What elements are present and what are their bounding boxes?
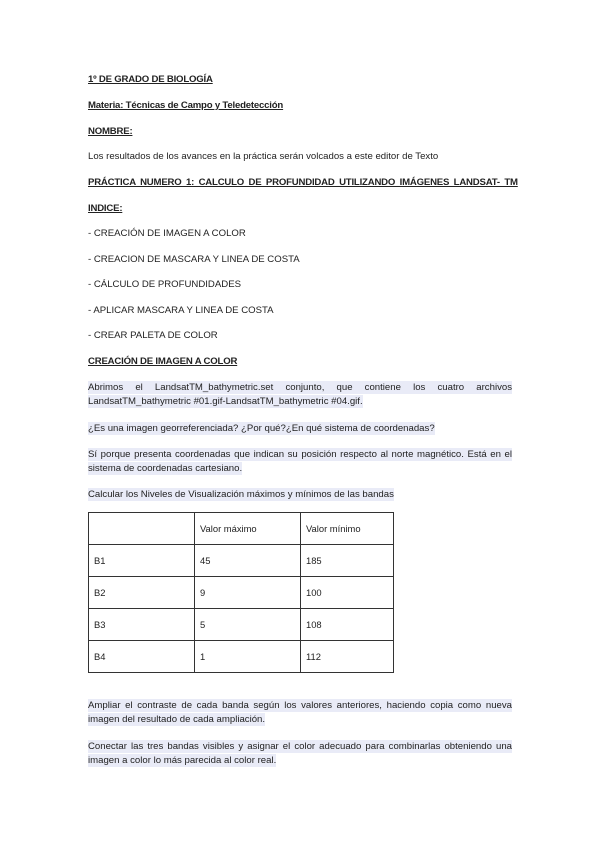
index-item: - CREACION DE MASCARA Y LINEA DE COSTA: [88, 254, 300, 265]
table-row: [89, 545, 394, 577]
index-item: - APLICAR MASCARA Y LINEA DE COSTA: [88, 305, 274, 316]
contrast-paragraph: [88, 699, 512, 727]
question-text: ¿Es una imagen georreferenciada? ¿Por qué?¿En qué sistema de coordenadas?: [88, 423, 435, 434]
answer-paragraph: [88, 448, 512, 476]
intro-text: Los resultados de los avances en la práctica serán volcados a este editor de Texto: [88, 151, 439, 162]
table-header-row: [89, 513, 394, 545]
course-heading: 1º DE GRADO DE BIOLOGÍA: [88, 74, 213, 85]
practice-title: PRÁCTICA NUMERO 1: CALCULO DE PROFUNDIDAD UTILIZANDO IMÁGENES LANDSAT- TM: [88, 177, 518, 188]
table-cell: B1: [89, 545, 195, 577]
table-cell: B3: [89, 609, 195, 641]
open-paragraph: [88, 381, 512, 409]
calc-prompt-text: Calcular los Niveles de Visualización máximos y mínimos de las bandas: [88, 489, 394, 500]
index-item: - CREAR PALETA DE COLOR: [88, 330, 218, 341]
table-row: [89, 641, 394, 673]
table-cell: B4: [89, 641, 195, 673]
section-title: CREACIÓN DE IMAGEN A COLOR: [88, 356, 238, 367]
table-cell: 100: [301, 577, 394, 609]
name-label: NOMBRE:: [88, 126, 133, 137]
subject-heading: Materia: Técnicas de Campo y Teledetección: [88, 100, 284, 111]
combine-paragraph: [88, 740, 512, 768]
table-cell: 185: [301, 545, 394, 577]
table-cell: 45: [195, 545, 301, 577]
index-label: INDICE:: [88, 203, 123, 214]
index-item: - CÁLCULO DE PROFUNDIDADES: [88, 279, 241, 290]
table-cell: Valor mínimo: [301, 513, 394, 545]
table-cell: Valor máximo: [195, 513, 301, 545]
table-cell: [89, 513, 195, 545]
table-cell: 108: [301, 609, 394, 641]
calc-prompt-line: [88, 489, 394, 501]
combine-text: Conectar las tres bandas visibles y asignar el color adecuado para combinarlas obteniendo una imagen a color lo más parecida al color real.: [88, 741, 512, 766]
table-cell: 9: [195, 577, 301, 609]
table-cell: 1: [195, 641, 301, 673]
levels-table: [88, 512, 394, 673]
table-row: [89, 577, 394, 609]
answer-text: Sí porque presenta coordenadas que indican su posición respecto al norte magnético. Está en el sistema de coordenadas cartesiano.: [88, 449, 512, 474]
table-cell: 5: [195, 609, 301, 641]
index-item: - CREACIÓN DE IMAGEN A COLOR: [88, 228, 246, 239]
table-cell: B2: [89, 577, 195, 609]
table-row: [89, 609, 394, 641]
table-cell: 112: [301, 641, 394, 673]
question-line: [88, 423, 435, 435]
open-paragraph-text: Abrimos el LandsatTM_bathymetric.set conjunto, que contiene los cuatro archivos LandsatTM_bathymetric #01.gif-LandsatTM_bathymetric #04.gif.: [88, 382, 512, 407]
contrast-text: Ampliar el contraste de cada banda según los valores anteriores, haciendo copia como nueva imagen del resultado de cada ampliación.: [88, 700, 512, 725]
